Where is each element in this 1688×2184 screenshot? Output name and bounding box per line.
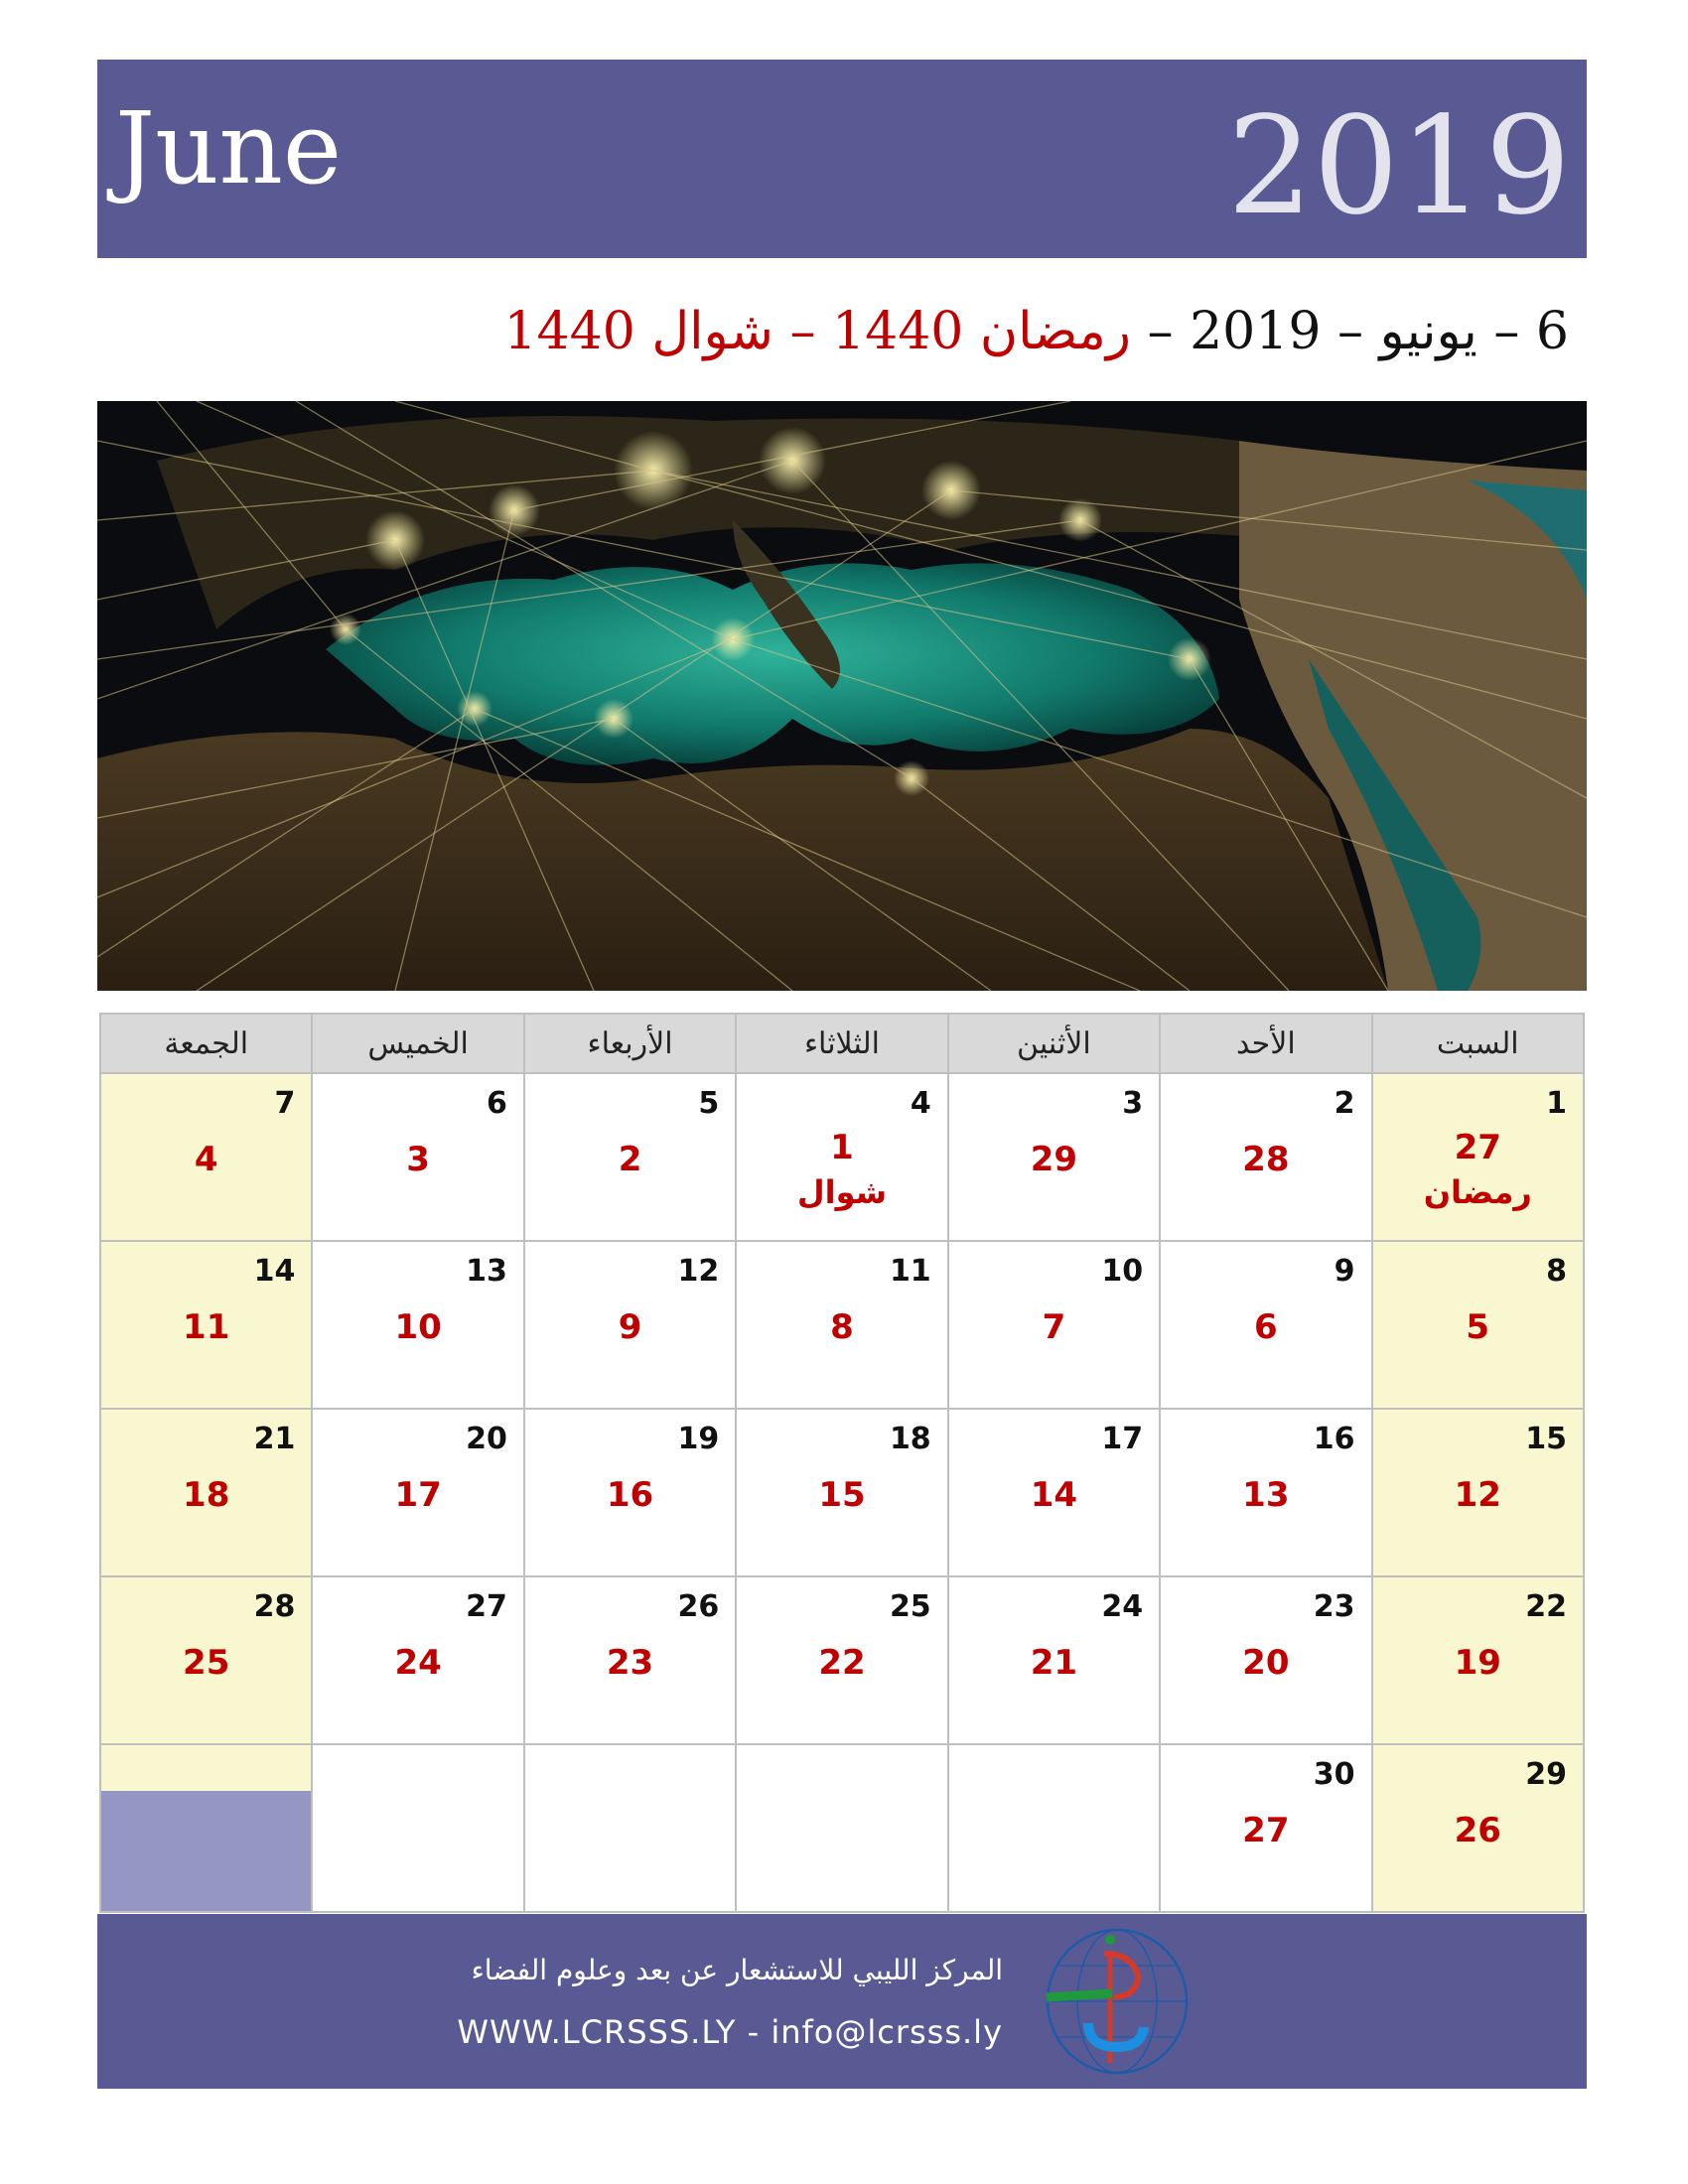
calendar-day-cell [312,1241,523,1409]
calendar-week-5 [100,1744,1584,1912]
empty-day-cell [948,1744,1160,1912]
gregorian-month-label: 6 – يونيو – 2019 – [1131,302,1569,361]
gregorian-day: 23 [1313,1589,1355,1624]
gregorian-day: 22 [1525,1589,1567,1624]
calendar-day-cell [100,1576,312,1744]
hijri-day: 23 [606,1643,654,1683]
hijri-day: 11 [183,1307,230,1347]
hijri-day: 17 [394,1475,442,1515]
empty-day-cell [312,1744,523,1912]
calendar-day-cell [1372,1073,1584,1241]
calendar-week-3 [100,1409,1584,1576]
hijri-month-name: شوال [796,1173,888,1211]
calendar-day-cell [736,1576,947,1744]
calendar-day-cell [736,1073,947,1241]
gregorian-day: 5 [698,1086,720,1121]
footer-banner [97,1914,1587,2089]
hijri-day: 14 [1030,1475,1078,1515]
gregorian-day: 10 [1101,1254,1144,1289]
gregorian-day: 20 [466,1422,507,1456]
gregorian-day: 24 [1101,1589,1144,1624]
calendar-day-cell [524,1241,736,1409]
weekday-header-sunday: الأحد [1160,1014,1371,1073]
weekday-header-tuesday: الثلاثاء [736,1014,947,1073]
hijri-month-name: رمضان [1423,1173,1532,1211]
hijri-day: 27 [1454,1128,1501,1167]
gregorian-day: 17 [1101,1422,1144,1456]
hijri-day: 9 [618,1307,642,1347]
weekday-header-monday: الأثنين [948,1014,1160,1073]
calendar-day-cell [948,1073,1160,1241]
organization-name: المركز الليبي للاستشعار عن بعد وعلوم الفضاء [471,1954,1003,1986]
gregorian-day: 25 [889,1589,931,1624]
weekday-header-saturday: السبت [1372,1014,1584,1073]
calendar-day-cell [1160,1409,1371,1576]
hijri-day: 26 [1454,1811,1501,1850]
gregorian-day: 27 [466,1589,507,1624]
calendar-day-cell [312,1576,523,1744]
empty-day-cell [100,1744,312,1912]
hijri-day: 19 [1454,1643,1501,1683]
hijri-day: 24 [394,1643,442,1683]
calendar-day-cell [1372,1241,1584,1409]
calendar-day-cell [736,1241,947,1409]
hijri-day: 18 [183,1475,230,1515]
calendar-day-cell [1372,1744,1584,1912]
date-subtitle [503,298,1569,365]
hijri-day: 6 [1253,1307,1278,1347]
calendar-day-cell [948,1576,1160,1744]
weekday-header-thursday: الخميس [312,1014,523,1073]
weekday-header-wednesday: الأربعاء [524,1014,736,1073]
calendar-day-cell [1372,1409,1584,1576]
hijri-day: 2 [618,1140,642,1179]
hijri-day: 20 [1242,1643,1290,1683]
gregorian-day: 7 [274,1086,296,1121]
calendar-day-cell [1160,1576,1371,1744]
gregorian-day: 8 [1546,1254,1567,1289]
calendar-day-cell [948,1241,1160,1409]
hijri-day: 8 [830,1307,854,1347]
calendar-week-2 [100,1241,1584,1409]
hijri-day: 27 [1242,1811,1290,1850]
weekday-header-row [100,1014,1584,1073]
calendar-day-cell [100,1409,312,1576]
month-header-banner [97,60,1587,258]
hijri-months-label: رمضان 1440 – شوال 1440 [503,302,1132,361]
hijri-day: 22 [818,1643,866,1683]
calendar-day-cell [1160,1744,1371,1912]
calendar-week-4 [100,1576,1584,1744]
gregorian-day: 6 [486,1086,507,1121]
month-name: June [115,90,343,206]
calendar-day-cell [736,1409,947,1576]
hijri-day: 16 [606,1475,654,1515]
hijri-day: 3 [406,1140,430,1179]
hijri-day: 1 [830,1128,854,1167]
hijri-day: 25 [183,1643,230,1683]
hijri-day: 5 [1466,1307,1490,1347]
hijri-day: 10 [394,1307,442,1347]
calendar-week-1 [100,1073,1584,1241]
hijri-day: 28 [1242,1140,1290,1179]
weekday-header-friday: الجمعة [100,1014,312,1073]
calendar-day-cell [524,1073,736,1241]
gregorian-day: 15 [1525,1422,1567,1456]
gregorian-day: 28 [253,1589,296,1624]
hijri-day: 21 [1030,1643,1078,1683]
earth-night-lights-mediterranean-image [97,401,1587,991]
year-number: 2019 [1226,88,1571,245]
calendar-day-cell [312,1073,523,1241]
hijri-day: 13 [1242,1475,1290,1515]
hijri-day: 4 [194,1140,218,1179]
calendar-grid [99,1013,1585,1913]
earth-night-image [97,401,1587,991]
calendar-day-cell [1160,1073,1371,1241]
calendar-day-cell [524,1409,736,1576]
gregorian-day: 19 [677,1422,720,1456]
gregorian-day: 2 [1334,1086,1355,1121]
gregorian-day: 3 [1122,1086,1144,1121]
calendar-day-cell [524,1576,736,1744]
calendar-day-cell [100,1073,312,1241]
hijri-day: 15 [818,1475,866,1515]
gregorian-day: 30 [1313,1757,1355,1792]
gregorian-day: 18 [889,1422,931,1456]
lcrsss-logo-icon [1043,1924,1192,2079]
calendar-day-cell [1372,1576,1584,1744]
empty-day-cell [736,1744,947,1912]
gregorian-day: 26 [677,1589,720,1624]
gregorian-day: 16 [1313,1422,1355,1456]
calendar-day-cell [100,1241,312,1409]
calendar-day-cell [948,1409,1160,1576]
gregorian-day: 9 [1334,1254,1355,1289]
gregorian-day: 14 [253,1254,296,1289]
gregorian-day: 13 [466,1254,507,1289]
calendar-day-cell [312,1409,523,1576]
hijri-day: 12 [1454,1475,1501,1515]
hijri-day: 29 [1030,1140,1078,1179]
gregorian-day: 21 [253,1422,296,1456]
hijri-day: 7 [1042,1307,1066,1347]
website-contact: WWW.LCRSSS.LY - info@lcrsss.ly [457,2013,1003,2051]
calendar-day-cell [1160,1241,1371,1409]
gregorian-day: 11 [889,1254,931,1289]
gregorian-day: 12 [677,1254,720,1289]
empty-day-cell [524,1744,736,1912]
gregorian-day: 4 [910,1086,931,1121]
gregorian-day: 29 [1525,1757,1567,1792]
gregorian-day: 1 [1546,1086,1567,1121]
